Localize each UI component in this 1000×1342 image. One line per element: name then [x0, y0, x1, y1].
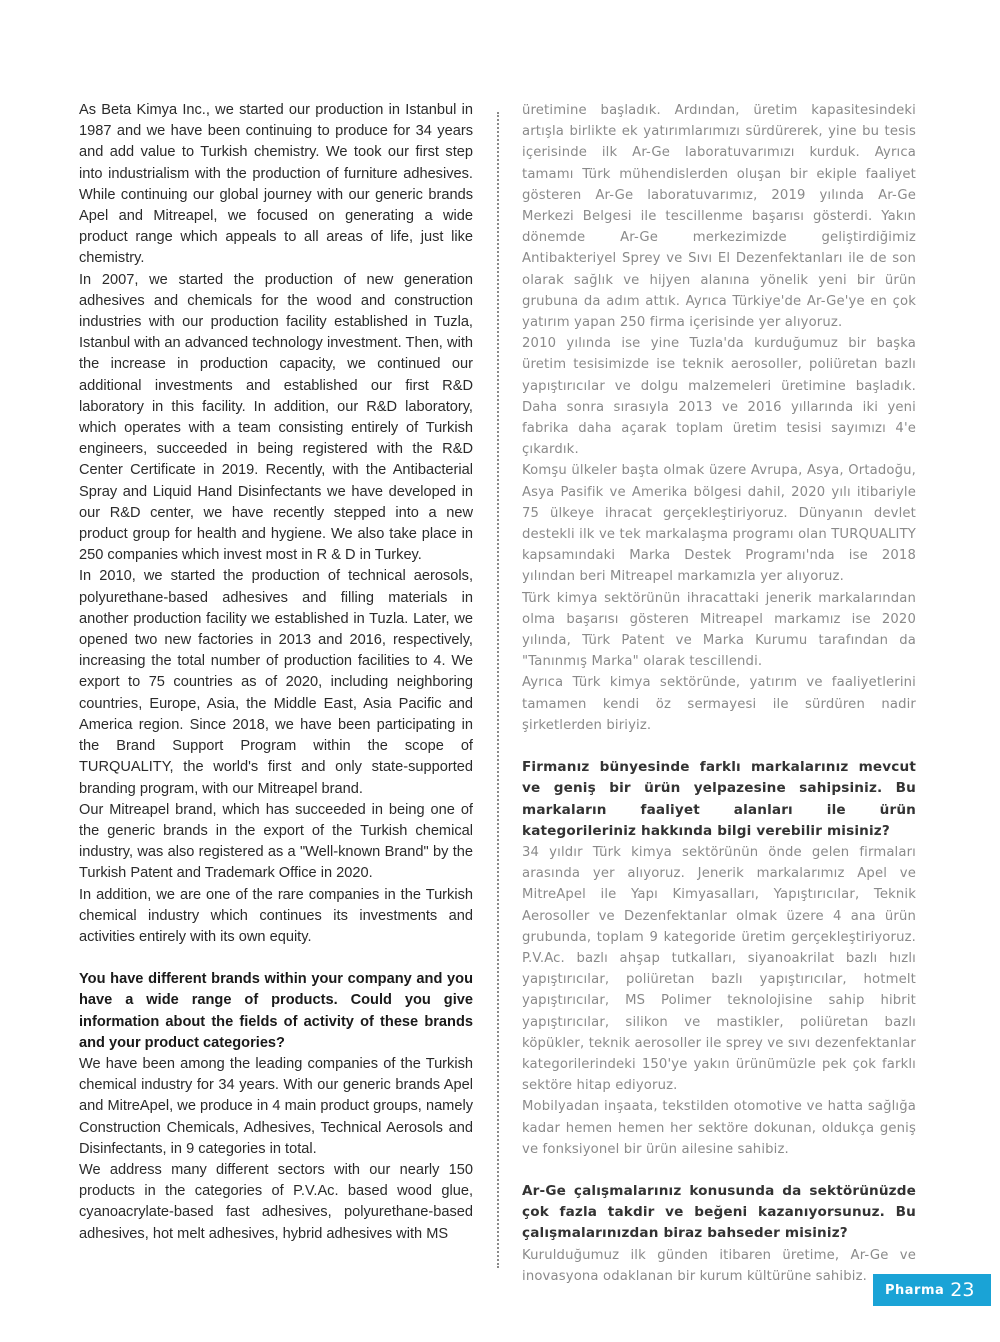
paragraph: Mobilyadan inşaata, tekstilden otomotive ve hatta sağlığa kadar hemen hemen her sektöre dokunan, oldukça geniş ve fonksiyonel bir ürün ailesine sahibiz. [522, 1099, 916, 1157]
paragraph: Türk kimya sektörünün ihracattaki jenerik markalarından olma başarısı gösteren Mitreapel markamız ise 2020 yılında, Türk Patent ve Marka Kurumu tarafından da "Tanınmış Marka" olarak tescillendi. [522, 590, 916, 670]
page-number: 23 [950, 1279, 975, 1301]
interview-question: Ar-Ge çalışmalarınız konusunda da sektörünüzde çok fazla takdir ve beğeni kazanıyorsunuz. Bu çalışmalarınızdan biraz bahseder misiniz? [522, 1182, 916, 1242]
column-divider [497, 112, 499, 1268]
paragraph: Our Mitreapel brand, which has succeeded in being one of the generic brands in the export of the Turkish chemical industry, was also registered as a "Well-known Brand" by the Turkish Patent and Trademark Office in 2020. [79, 801, 473, 882]
paragraph: üretimine başladık. Ardından, üretim kapasitesindeki artışla birlikte ek yatırımlarımızı sürdürerek, yine bu tesis içerisinde ilk Ar-Ge laboratuvarımızı kurduk. Ayrıca tamamı Türk mühendislerden oluşan bir ekiple faaliyet gösteren Ar-Ge laboratuvarımız, 2019 yılında Ar-Ge Merkezi Belgesi ile tescillenme başarısı gösterdi. Yakın dönemde Ar-Ge merkezimizde geliştirdiğimiz Antibakteriyel Sprey ve Sıvı El Dezenfektanları ile de son olarak sağlık ve hijyen alanına yönelik yeni bir ürün grubuna da adım attık. Ayrıca Türkiye'de Ar-Ge'ye en çok yatırım yapan 250 firma içerisinde yer alıyoruz. [522, 103, 916, 331]
paragraph: In 2010, we started the production of technical aerosols, polyurethane-based adhesives and filling materials in another production facility we established in Tuzla. Later, we opened two new factories in 2013 and 2016, respectively, increasing the total number of production facilities to 4. We export to 75 countries as of 2020, including neighboring countries, Europe, Asia, the Middle East, Asia Pacific and America region. Since 2018, we have been participating in the Brand Support Program within the scope of TURQUALITY, the world's first and only state-supported branding program, with our Mitreapel brand. [79, 568, 473, 797]
left-column [79, 100, 473, 1245]
paragraph: Komşu ülkeler başta olmak üzere Avrupa, Asya, Ortadoğu, Asya Pasifik ve Amerika bölgesi dahil, 2020 yılı itibariyle 75 ülkeye ihracat gerçekleştiriyoruz. Dünyanın devlet destekli ilk ve tek markalaşma programı olan TURQUALITY kapsamındaki Marka Destek Programı'nda ise 2018 yılından beri Mitreapel markamızla yer alıyoruz. [522, 463, 916, 585]
paragraph: As Beta Kimya Inc., we started our production in Istanbul in 1987 and we have been continuing to produce for 34 years and add value to Turkish chemistry. We took our first step into industrialism with the production of furniture adhesives. While continuing our global journey with our generic brands Apel and Mitreapel, we focused on generating a wide product range which appeals to all areas of life, just like chemistry. [79, 102, 473, 267]
paragraph: In addition, we are one of the rare companies in the Turkish chemical industry which continues its investments and activities entirely with its own equity. [79, 886, 473, 945]
section-label: Pharma [885, 1282, 945, 1298]
interview-question: Firmanız bünyesinde farklı markalarınız mevcut ve geniş bir ürün yelpazesine sahipsiniz. Bu markaların faaliyet alanları ile ürün kategorileriniz hakkında bilgi verebilir misiniz? [522, 759, 916, 839]
paragraph: 34 yıldır Türk kimya sektörünün önde gelen firmaları arasında yer alıyoruz. Jenerik markalarımız Apel ve MitreApel ile Yapı Kimyasalları, Yapıştırıcılar, Teknik Aerosoller ve Dezenfektanlar olmak üzere 4 ana ürün grubunda, toplam 9 kategoride üretim gerçekleştiriyoruz. P.V.Ac. bazlı ahşap tutkalları, siyanoakrilat bazlı hızlı yapıştırıcılar, poliüretan bazlı yapıştırıcılar, hotmelt yapıştırıcılar, MS Polimer teknolojisine sahip hibrit yapıştırıcılar, silikon ve mastikler, poliüretan bazlı köpükler, teknik aerosoller ile sprey ve sıvı dezenfektanlar kategorilerindeki 150'ye yakın ürünümüzle pek çok farklı sektöre hitap ediyoruz. [522, 844, 916, 1094]
paragraph: We address many different sectors with our nearly 150 products in the categories of P.V.Ac. based wood glue, cyanoacrylate-based fast adhesives, polyurethane-based adhesives, hot melt adhesives, hybrid adhesives with MS [79, 1161, 473, 1242]
interview-question: You have different brands within your company and you have a wide range of products. Could you give information about the fields of activity of these brands and your product categories? [79, 971, 473, 1051]
paragraph: 2010 yılında ise yine Tuzla'da kurduğumuz bir başka üretim tesisimizde ise teknik aerosoller, poliüretan bazlı yapıştırıcılar ve dolgu malzemeleri üretimine başladık. Daha sonra sırasıyla 2013 ve 2016 yıllarında iki yeni fabrika daha açarak toplam üretim tesisi sayımızı 4'e çıkardık. [522, 336, 916, 458]
paragraph: In 2007, we started the production of new generation adhesives and chemicals for the wood and construction industries with our production facility established in Tuzla, Istanbul with an advanced technology investment. Then, with the increase in production capacity, we continued our additional investments and established our first R&D laboratory in this facility. In addition, our R&D laboratory, which operates with a team consisting entirely of Turkish engineers, succeeded in being registered with the R&D Center Certificate in 2019. Recently, with the Antibacterial Spray and Liquid Hand Disinfectants we have developed in our R&D center, we have recently stepped into a new product group for health and hygiene. We also take place in 250 companies which invest most in R & D in Turkey. [79, 271, 473, 564]
paragraph: Ayrıca Türk kimya sektöründe, yatırım ve faaliyetlerini tamamen kendi öz sermayesi ile sürdüren nadir şirketlerden biriyiz. [522, 675, 916, 733]
right-column [522, 100, 916, 1287]
paragraph: Kurulduğumuz ilk günden itibaren üretime, Ar-Ge ve inovasyona odaklanan bir kurum kültürüne sahibiz. [522, 1247, 916, 1284]
page-number-tab [873, 1274, 991, 1306]
paragraph: We have been among the leading companies of the Turkish chemical industry for 34 years. With our generic brands Apel and MitreApel, we produce in 4 main product groups, namely Construction Chemicals, Adhesives, Technical Aerosols and Disinfectants, in 9 categories in total. [79, 1055, 473, 1157]
